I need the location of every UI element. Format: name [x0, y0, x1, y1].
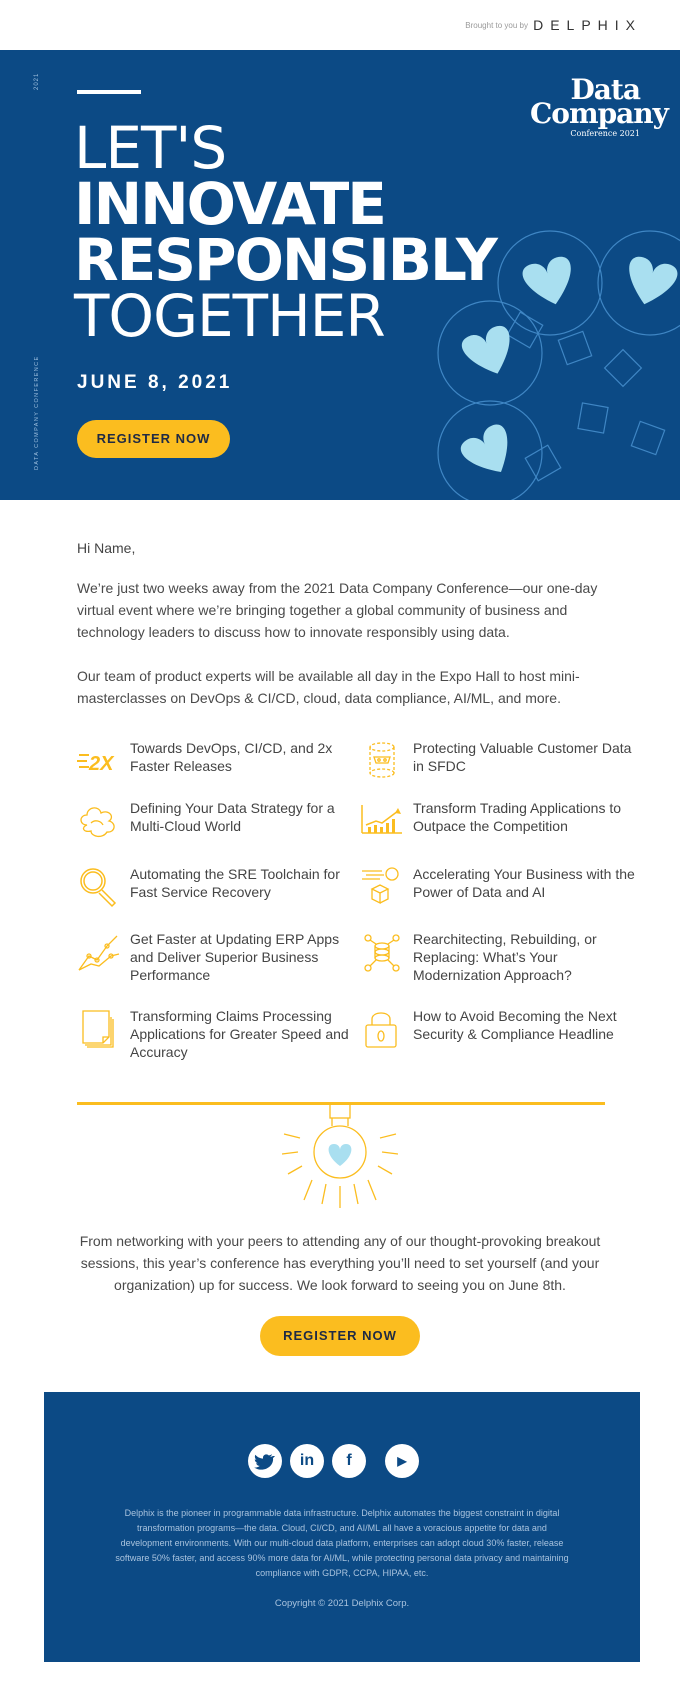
magnifier-icon	[77, 865, 121, 909]
growth-graph-icon	[77, 930, 121, 974]
session-title: Accelerating Your Business with the Power of Data and AI	[413, 866, 635, 900]
session-title: Towards DevOps, CI/CD, and 2x Faster Releases	[130, 740, 333, 774]
bar-chart-icon	[360, 799, 404, 843]
about-delphix-text: Delphix is the pioneer in programmable data infrastructure. Delphix automates the biggest constraint in digital transformation programs—the data. Cloud, CI/CD, and AI/ML all have a voracious appetite for data and development environments. With our multi-cloud data platform, enterprises can adopt cloud 30% faster, release software 50% faster, and access 90% more data for AI/ML, while protecting personal data privacy and maintaining compliance with GDPR, CCPA, HIPAA, etc.	[115, 1508, 569, 1578]
session-title: Defining Your Data Strategy for a Multi-Cloud World	[130, 800, 335, 834]
logo-line-1: Data	[570, 73, 640, 106]
brought-by-text: Brought to you by	[465, 21, 528, 30]
linkedin-icon[interactable]	[290, 1444, 324, 1478]
side-year-label: 2021	[34, 72, 40, 90]
expo-paragraph: Our team of product experts will be available all day in the Expo Hall to host mini-masterclasses on DevOps & CI/CD, cloud, data compliance, AI/ML, and more.	[77, 668, 580, 706]
greeting: Hi Name,	[77, 540, 136, 556]
database-network-icon	[360, 930, 404, 974]
logo-line-2: Company	[530, 97, 668, 130]
session-title: Transform Trading Applications to Outpace the Competition	[413, 800, 622, 834]
session-item[interactable]	[77, 865, 347, 921]
session-item[interactable]	[360, 865, 635, 921]
delphix-logo[interactable]: DELPHIX	[533, 17, 642, 33]
heart-lightbulbs-illustration	[420, 225, 680, 500]
session-item[interactable]	[77, 739, 347, 795]
session-title: Get Faster at Updating ERP Apps and Deliver Superior Business Performance	[130, 931, 340, 983]
top-bar	[0, 0, 680, 50]
closing-paragraph: From networking with your peers to attending any of our thought-provoking breakout sessions, this year’s conference has everything you’ll need to set yourself (and your organization) up for success. We look forward to seeing you on June 8th.	[79, 1233, 601, 1293]
logo-sub: Conference 2021	[570, 129, 640, 138]
padlock-icon	[360, 1007, 404, 1051]
session-title: Automating the SRE Toolchain for Fast Service Recovery	[130, 866, 340, 900]
footer	[44, 1392, 640, 1662]
headline-line-2: INNOVATE	[74, 170, 385, 238]
session-title: Rearchitecting, Rebuilding, or Replacing: What’s Your Modernization Approach?	[413, 931, 597, 983]
copyright-text: Copyright © 2021 Delphix Corp.	[274, 1598, 410, 1609]
speed-cube-icon	[360, 865, 404, 909]
session-title: How to Avoid Becoming the Next Security & Compliance Headline	[413, 1008, 617, 1042]
session-item[interactable]	[77, 1007, 347, 1063]
hero-rule	[77, 90, 141, 94]
headline-line-3: RESPONSIBLY	[74, 226, 496, 294]
side-conference-label: DATA COMPANY CONFERENCE	[34, 355, 40, 470]
register-now-button-hero[interactable]: REGISTER NOW	[77, 420, 230, 458]
twitter-icon[interactable]	[248, 1444, 282, 1478]
hero-banner	[0, 50, 680, 500]
session-title: Transforming Claims Processing Applications for Greater Speed and Accuracy	[130, 1008, 349, 1060]
event-date: JUNE 8, 2021	[77, 372, 233, 393]
linkedin-glyph: in	[299, 1452, 315, 1469]
masked-database-icon	[360, 739, 404, 783]
data-company-logo	[530, 73, 668, 138]
register-now-button-footer[interactable]: REGISTER NOW	[260, 1316, 420, 1356]
headline-line-1: LET'S	[74, 114, 227, 182]
session-item[interactable]	[360, 799, 630, 855]
youtube-glyph: ▶	[397, 1454, 407, 1468]
svg-text:2X: 2X	[89, 753, 114, 775]
youtube-icon[interactable]	[385, 1444, 419, 1478]
cloud-icon	[77, 799, 121, 843]
facebook-glyph: f	[346, 1452, 352, 1469]
2x-speed-icon	[77, 739, 121, 783]
facebook-icon[interactable]	[332, 1444, 366, 1478]
documents-icon	[77, 1007, 121, 1051]
session-item[interactable]	[360, 739, 630, 795]
heart-lightbulb-icon	[282, 1104, 398, 1210]
session-item[interactable]	[77, 930, 347, 986]
headline-line-4: TOGETHER	[74, 282, 385, 350]
session-title: Protecting Valuable Customer Data in SFDC	[413, 740, 632, 774]
session-item[interactable]	[77, 799, 347, 855]
email-body	[77, 540, 607, 556]
intro-paragraph: We’re just two weeks away from the 2021 Data Company Conference—our one-day virtual event where we’re bringing together a global community of business and technology leaders to discuss how to innovate responsibly using data.	[77, 580, 598, 640]
session-item[interactable]	[360, 930, 630, 986]
session-item[interactable]	[360, 1007, 630, 1063]
